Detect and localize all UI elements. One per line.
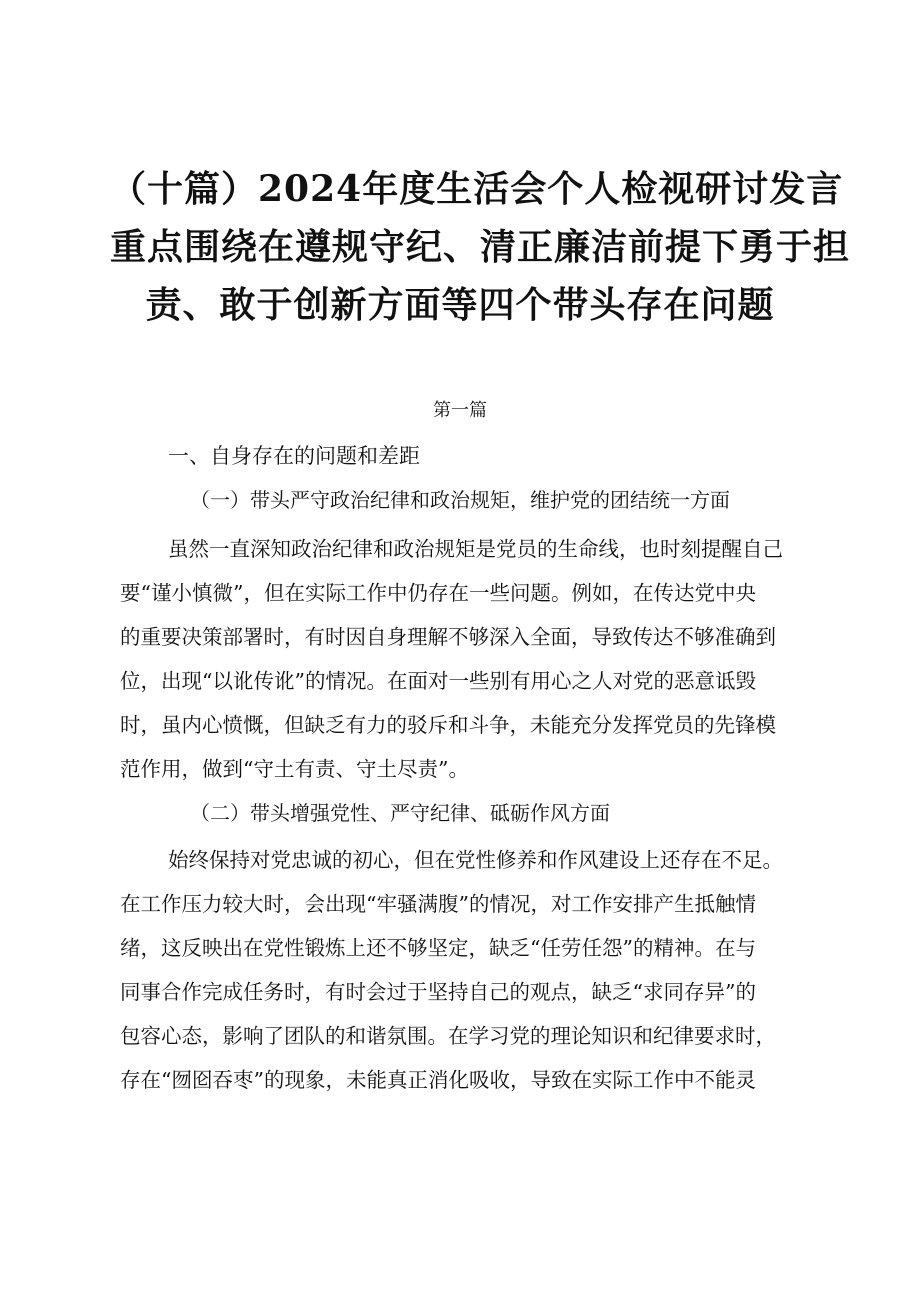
subsection-heading-1: （一）带头严守政治纪律和政治规矩，维护党的团结统一方面 bbox=[190, 488, 730, 512]
paragraph-2-line: 始终保持对党忠诚的初心，但在党性修养和作风建设上还存在不足。 bbox=[168, 848, 783, 872]
paragraph-1-line: 位，出现“以讹传讹”的情况。在面对一些别有用心之人对党的恶意诋毁 bbox=[120, 669, 756, 693]
paragraph-1-line: 范作用，做到“守土有责、守土尽责”。 bbox=[120, 757, 469, 781]
part-label: 第一篇 bbox=[433, 400, 487, 421]
paragraph-2-line: 同事合作完成任务时，有时会过于坚持自己的观点，缺乏“求同存异”的 bbox=[120, 980, 756, 1004]
paragraph-1-line: 虽然一直深知政治纪律和政治规矩是党员的生命线，也时刻提醒自己 bbox=[168, 537, 783, 561]
paragraph-1-line: 要“谨小慎微”，但在实际工作中仍存在一些问题。例如，在传达党中央 bbox=[120, 581, 756, 605]
paragraph-2-line: 在工作压力较大时，会出现“牢骚满腹”的情况，对工作安排产生抵触情 bbox=[120, 892, 756, 916]
title-line-3: 责、敢于创新方面等四个带头存在问题 bbox=[145, 284, 775, 326]
subsection-heading-2: （二）带头增强党性、严守纪律、砥砺作风方面 bbox=[190, 801, 610, 825]
paragraph-1-line: 的重要决策部署时，有时因自身理解不够深入全面，导致传达不够准确到 bbox=[120, 625, 776, 649]
document-title bbox=[110, 160, 851, 334]
paragraph-2-line: 绪，这反映出在党性锻炼上还不够坚定，缺乏“任劳任怨”的精神。在与 bbox=[120, 936, 756, 960]
title-line-2: 重点围绕在遵规守纪、清正廉洁前提下勇于担 bbox=[110, 226, 851, 268]
paragraph-1-line: 时，虽内心愤慨，但缺乏有力的驳斥和斗争，未能充分发挥党员的先锋模 bbox=[120, 713, 776, 737]
paragraph-2 bbox=[120, 838, 814, 1102]
paragraph-2-line: 存在“囫囵吞枣”的现象，未能真正消化吸收，导致在实际工作中不能灵 bbox=[120, 1068, 756, 1092]
section-heading: 一、自身存在的问题和差距 bbox=[168, 444, 420, 468]
paragraph-2-line: 包容心态，影响了团队的和谐氛围。在学习党的理论知识和纪律要求时， bbox=[120, 1024, 776, 1048]
title-line-1: （十篇）2024年度生活会个人检视研讨发言 bbox=[110, 168, 844, 210]
paragraph-1 bbox=[120, 527, 814, 791]
